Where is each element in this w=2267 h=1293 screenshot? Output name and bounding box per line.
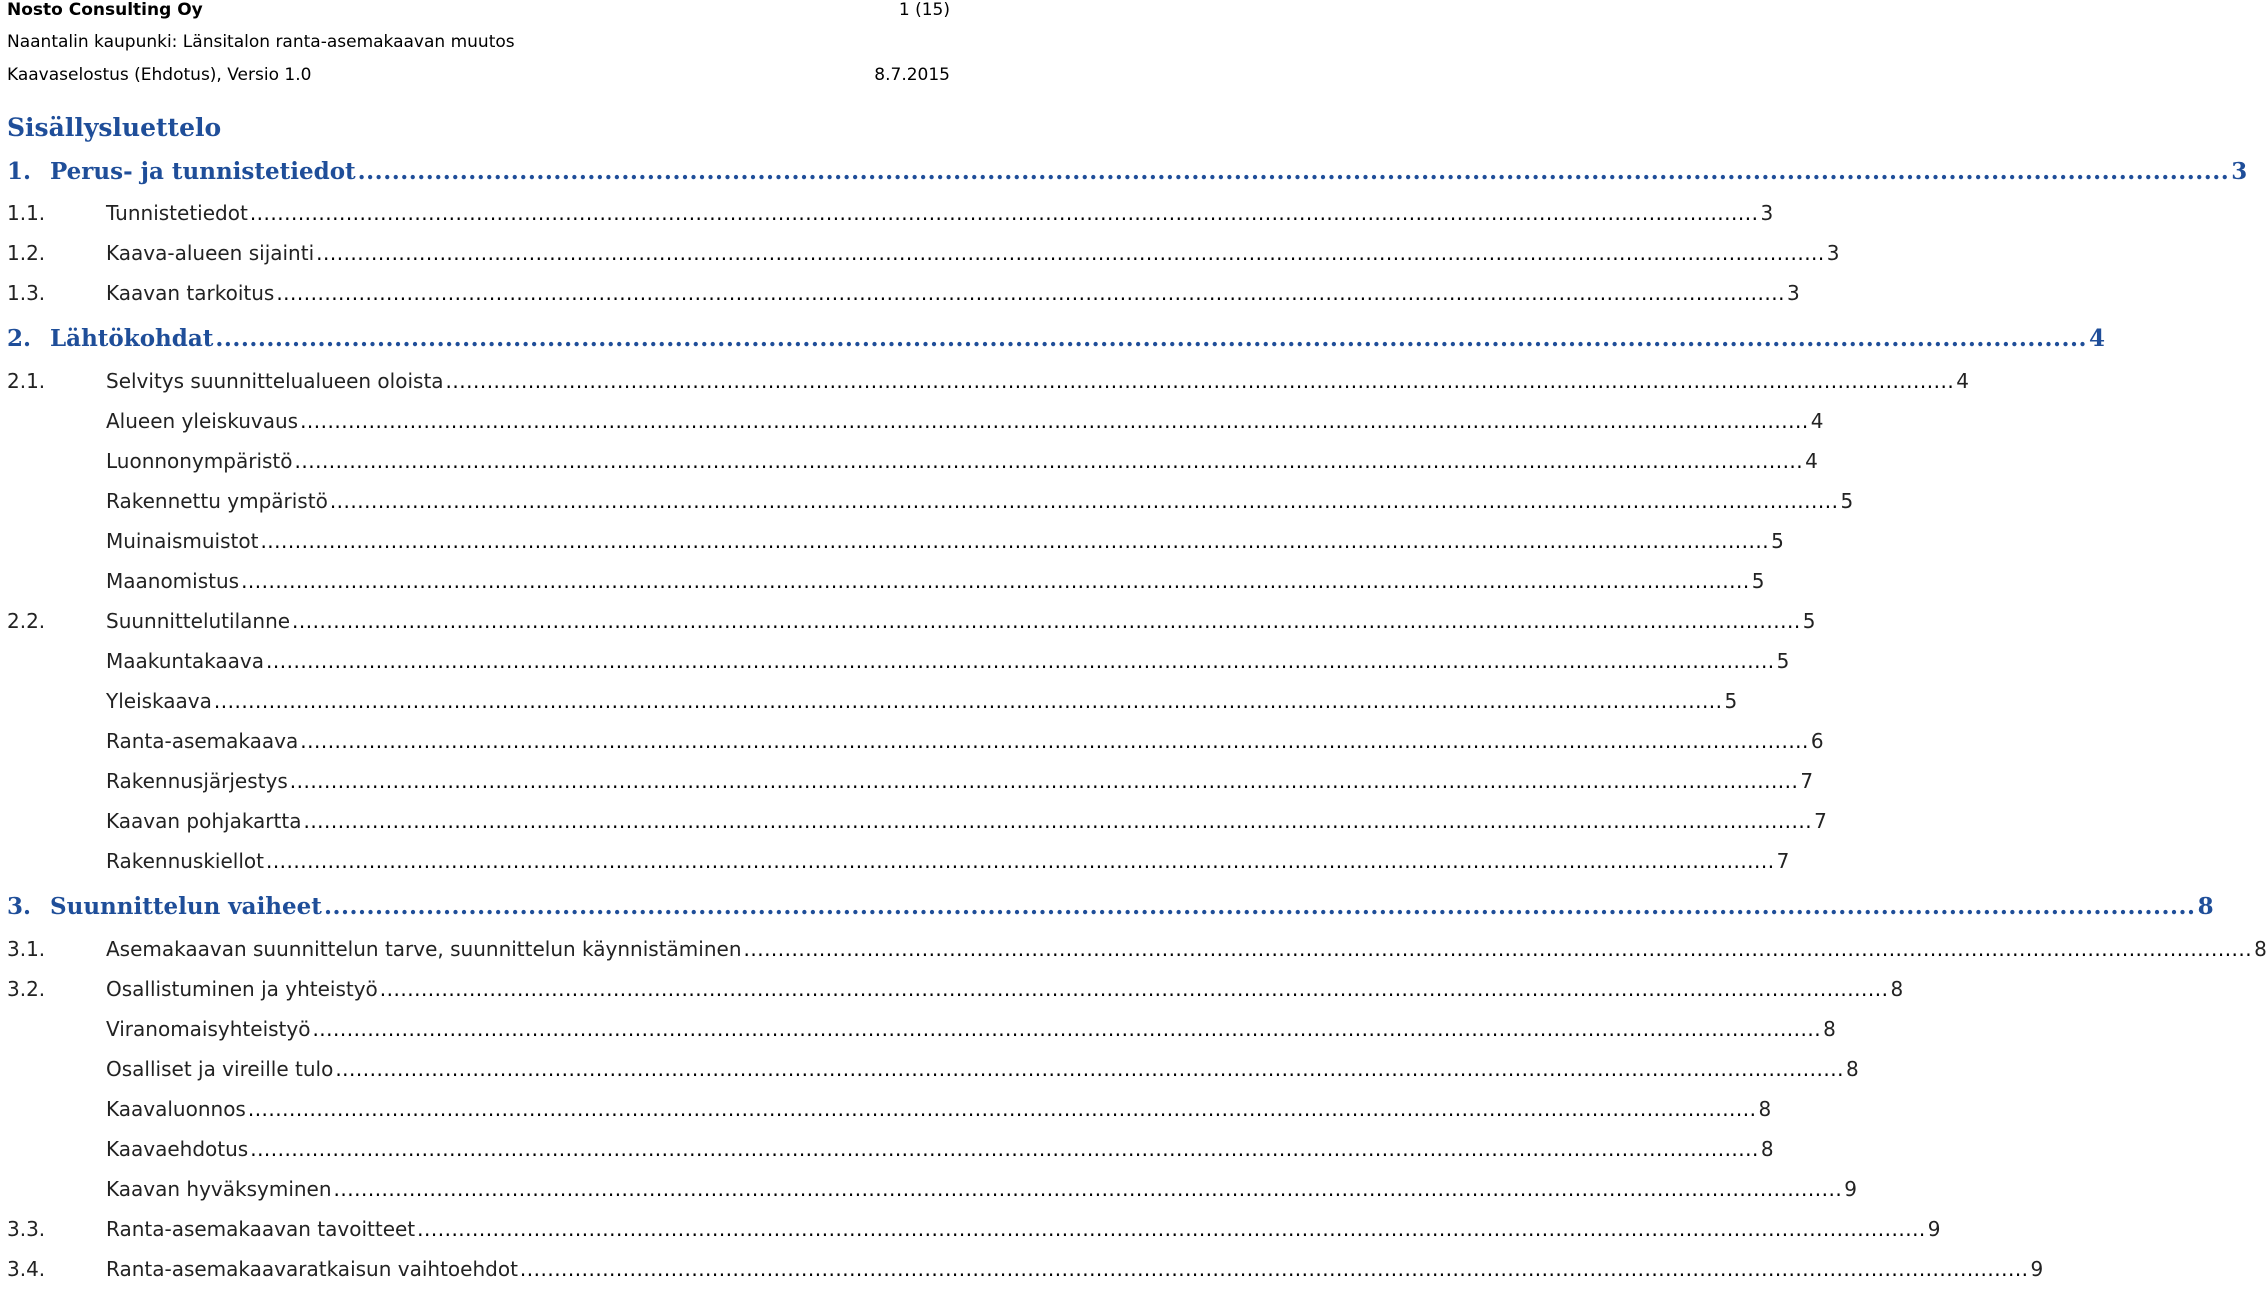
toc-entry-label: Lähtökohdat xyxy=(50,325,214,352)
toc-leader-dots: ............................................................................................................................................................................................................................ xyxy=(265,849,1775,873)
toc-leader-dots: ............................................................................................................................................................................................................................ xyxy=(333,1177,1843,1201)
toc-entry[interactable] xyxy=(0,241,1840,277)
toc-leader-dots: ............................................................................................................................................................................................................................ xyxy=(312,1017,1822,1041)
header-date: 8.7.2015 xyxy=(874,65,950,85)
toc-entry[interactable] xyxy=(0,449,1818,485)
toc-entry-label: Suunnittelutilanne xyxy=(106,609,291,633)
toc-entry[interactable] xyxy=(0,1217,1941,1253)
toc-entry-label: Kaavaluonnos xyxy=(106,1097,246,1121)
toc-entry-page: 3 xyxy=(1786,281,1800,305)
toc-leader-dots: ............................................................................................................................................................................................................................ xyxy=(303,809,1813,833)
toc-leader-dots: ............................................................................................................................................................................................................................ xyxy=(215,325,2087,352)
toc-entry-label: Yleiskaava xyxy=(106,689,212,713)
toc-entry[interactable] xyxy=(0,489,1854,525)
toc-entry[interactable] xyxy=(0,977,1904,1013)
toc-entry[interactable] xyxy=(0,689,1738,725)
toc-entry-page: 6 xyxy=(1810,729,1824,753)
toc-leader-dots: ............................................................................................................................................................................................................................ xyxy=(335,1057,1844,1081)
toc-leader-dots: ............................................................................................................................................................................................................................ xyxy=(445,369,1955,393)
header-page-number: 1 (15) xyxy=(898,0,950,20)
toc-title: Sisällysluettelo xyxy=(7,113,222,142)
toc-entry[interactable] xyxy=(0,937,2267,973)
toc-leader-dots: ............................................................................................................................................................................................................................ xyxy=(249,201,1759,225)
toc-entry[interactable] xyxy=(0,201,1774,237)
toc-entry-label: Luonnonympäristö xyxy=(106,449,293,473)
toc-entry[interactable] xyxy=(0,409,1824,445)
toc-entry-label: Kaavaehdotus xyxy=(106,1137,249,1161)
toc-entry-page: 3 xyxy=(1826,241,1840,265)
toc-entry-page: 8 xyxy=(2254,937,2267,961)
toc-entry-page: 4 xyxy=(1810,409,1824,433)
toc-entry-page: 5 xyxy=(1771,529,1784,553)
toc-leader-dots: ............................................................................................................................................................................................................................ xyxy=(294,449,1804,473)
toc-entry-label: Maanomistus xyxy=(106,569,240,593)
toc-entry-page: 8 xyxy=(1890,977,1904,1001)
toc-leader-dots: ............................................................................................................................................................................................................................ xyxy=(329,489,1839,513)
header-company: Nosto Consulting Oy xyxy=(7,0,203,20)
toc-entry-label: Rakennuskiellot xyxy=(106,849,264,873)
toc-entry[interactable] xyxy=(0,1257,2044,1293)
toc-entry-page: 8 xyxy=(1823,1017,1836,1041)
toc-entry-label: Osalliset ja vireille tulo xyxy=(106,1057,334,1081)
toc-leader-dots: ............................................................................................................................................................................................................................ xyxy=(289,769,1799,793)
toc-entry[interactable] xyxy=(0,1137,1774,1173)
toc-leader-dots: ............................................................................................................................................................................................................................ xyxy=(247,1097,1757,1121)
toc-entry[interactable] xyxy=(0,769,1814,805)
toc-entry[interactable] xyxy=(0,1017,1836,1053)
toc-entry-label: Kaavan pohjakartta xyxy=(106,809,302,833)
toc-entry-number: 2. xyxy=(7,325,32,352)
toc-leader-dots: ............................................................................................................................................................................................................................ xyxy=(250,1137,1759,1161)
toc-entry-number: 3.3. xyxy=(7,1217,46,1241)
toc-entry[interactable] xyxy=(0,849,1790,885)
toc-entry[interactable] xyxy=(0,569,1765,605)
toc-entry-number: 1.3. xyxy=(7,281,46,305)
toc-entry-number: 2.1. xyxy=(7,369,46,393)
toc-entry-page: 8 xyxy=(2197,893,2214,920)
toc-entry-number: 1.2. xyxy=(7,241,46,265)
toc-entry-label: Rakennettu ympäristö xyxy=(106,489,328,513)
toc-entry[interactable] xyxy=(0,609,1816,645)
toc-entry-label: Alueen yleiskuvaus xyxy=(106,409,299,433)
toc-entry-page: 7 xyxy=(1800,769,1814,793)
toc-entry-label: Kaavan tarkoitus xyxy=(106,281,275,305)
toc-entry[interactable] xyxy=(0,649,1790,685)
toc-entry-label: Osallistuminen ja yhteistyö xyxy=(106,977,378,1001)
toc-entry[interactable] xyxy=(0,369,1969,405)
toc-entry-page: 7 xyxy=(1776,849,1790,873)
toc-entry-page: 7 xyxy=(1814,809,1827,833)
toc-leader-dots: ............................................................................................................................................................................................................................ xyxy=(379,977,1889,1001)
toc-entry-page: 4 xyxy=(1805,449,1818,473)
toc-entry-label: Rakennusjärjestys xyxy=(106,769,288,793)
toc-leader-dots: ............................................................................................................................................................................................................................ xyxy=(417,1217,1926,1241)
toc-entry-page: 9 xyxy=(2030,1257,2044,1281)
toc-entry-number: 1.1. xyxy=(7,201,46,225)
toc-entry-page: 5 xyxy=(1776,649,1790,673)
toc-entry-label: Maakuntakaava xyxy=(106,649,265,673)
toc-entry-label: Viranomaisyhteistyö xyxy=(106,1017,311,1041)
toc-entry-page: 3 xyxy=(1760,201,1774,225)
toc-entry[interactable] xyxy=(0,325,2106,361)
toc-entry-page: 8 xyxy=(1760,1137,1774,1161)
toc-leader-dots: ............................................................................................................................................................................................................................ xyxy=(213,689,1723,713)
toc-entry-page: 8 xyxy=(1845,1057,1859,1081)
toc-leader-dots: ............................................................................................................................................................................................................................ xyxy=(316,241,1825,265)
toc-entry-page: 9 xyxy=(1844,1177,1857,1201)
toc-entry-page: 5 xyxy=(1724,689,1738,713)
toc-leader-dots: ............................................................................................................................................................................................................................ xyxy=(266,649,1775,673)
toc-leader-dots: ............................................................................................................................................................................................................................ xyxy=(292,609,1801,633)
toc-entry-number: 3. xyxy=(7,893,32,920)
toc-entry-label: Kaavan hyväksyminen xyxy=(106,1177,332,1201)
toc-entry[interactable] xyxy=(0,729,1824,765)
toc-entry[interactable] xyxy=(0,529,1784,565)
toc-entry-number: 3.4. xyxy=(7,1257,46,1281)
toc-entry[interactable] xyxy=(0,1097,1772,1133)
toc-entry[interactable] xyxy=(0,809,1827,845)
toc-entry-number: 3.2. xyxy=(7,977,46,1001)
toc-entry-label: Perus- ja tunnistetiedot xyxy=(50,158,356,185)
toc-entry[interactable] xyxy=(0,893,2214,929)
toc-entry-page: 5 xyxy=(1751,569,1765,593)
toc-leader-dots: ............................................................................................................................................................................................................................ xyxy=(323,893,2196,920)
toc-entry[interactable] xyxy=(0,1057,1859,1093)
toc-entry-label: Kaava-alueen sijainti xyxy=(106,241,315,265)
toc-entry-label: Suunnittelun vaiheet xyxy=(50,893,322,920)
toc-leader-dots: ............................................................................................................................................................................................................................ xyxy=(357,158,2230,185)
toc-entry-page: 5 xyxy=(1840,489,1854,513)
header-document-version: Kaavaselostus (Ehdotus), Versio 1.0 xyxy=(7,65,312,85)
toc-entry-page: 5 xyxy=(1802,609,1816,633)
toc-entry-number: 2.2. xyxy=(7,609,46,633)
toc-entry-label: Muinaismuistot xyxy=(106,529,259,553)
toc-leader-dots: ............................................................................................................................................................................................................................ xyxy=(276,281,1785,305)
toc-leader-dots: ............................................................................................................................................................................................................................ xyxy=(260,529,1770,553)
header-project-title: Naantalin kaupunki: Länsitalon ranta-asemakaavan muutos xyxy=(7,32,515,52)
toc-entry[interactable] xyxy=(0,1177,1857,1213)
toc-entry[interactable] xyxy=(0,281,1800,317)
toc-entry-label: Ranta-asemakaava xyxy=(106,729,299,753)
toc-entry-number: 3.1. xyxy=(7,937,46,961)
toc-entry-page: 8 xyxy=(1758,1097,1772,1121)
toc-entry-label: Ranta-asemakaavaratkaisun vaihtoehdot xyxy=(106,1257,518,1281)
toc-entry[interactable] xyxy=(0,158,2248,194)
toc-leader-dots: ............................................................................................................................................................................................................................ xyxy=(519,1257,2029,1281)
toc-leader-dots: ............................................................................................................................................................................................................................ xyxy=(300,729,1809,753)
toc-leader-dots: ............................................................................................................................................................................................................................ xyxy=(241,569,1750,593)
toc-entry-label: Asemakaavan suunnittelun tarve, suunnittelun käynnistäminen xyxy=(106,937,742,961)
toc-entry-page: 4 xyxy=(2089,325,2106,352)
toc-leader-dots: ............................................................................................................................................................................................................................ xyxy=(300,409,1809,433)
toc-entry-page: 4 xyxy=(1956,369,1969,393)
toc-entry-label: Tunnistetiedot xyxy=(106,201,248,225)
toc-leader-dots: ............................................................................................................................................................................................................................ xyxy=(743,937,2253,961)
toc-entry-page: 3 xyxy=(2231,158,2248,185)
toc-entry-label: Selvitys suunnittelualueen oloista xyxy=(106,369,444,393)
toc-entry-label: Ranta-asemakaavan tavoitteet xyxy=(106,1217,416,1241)
toc-entry-number: 1. xyxy=(7,158,32,185)
toc-entry-page: 9 xyxy=(1927,1217,1941,1241)
